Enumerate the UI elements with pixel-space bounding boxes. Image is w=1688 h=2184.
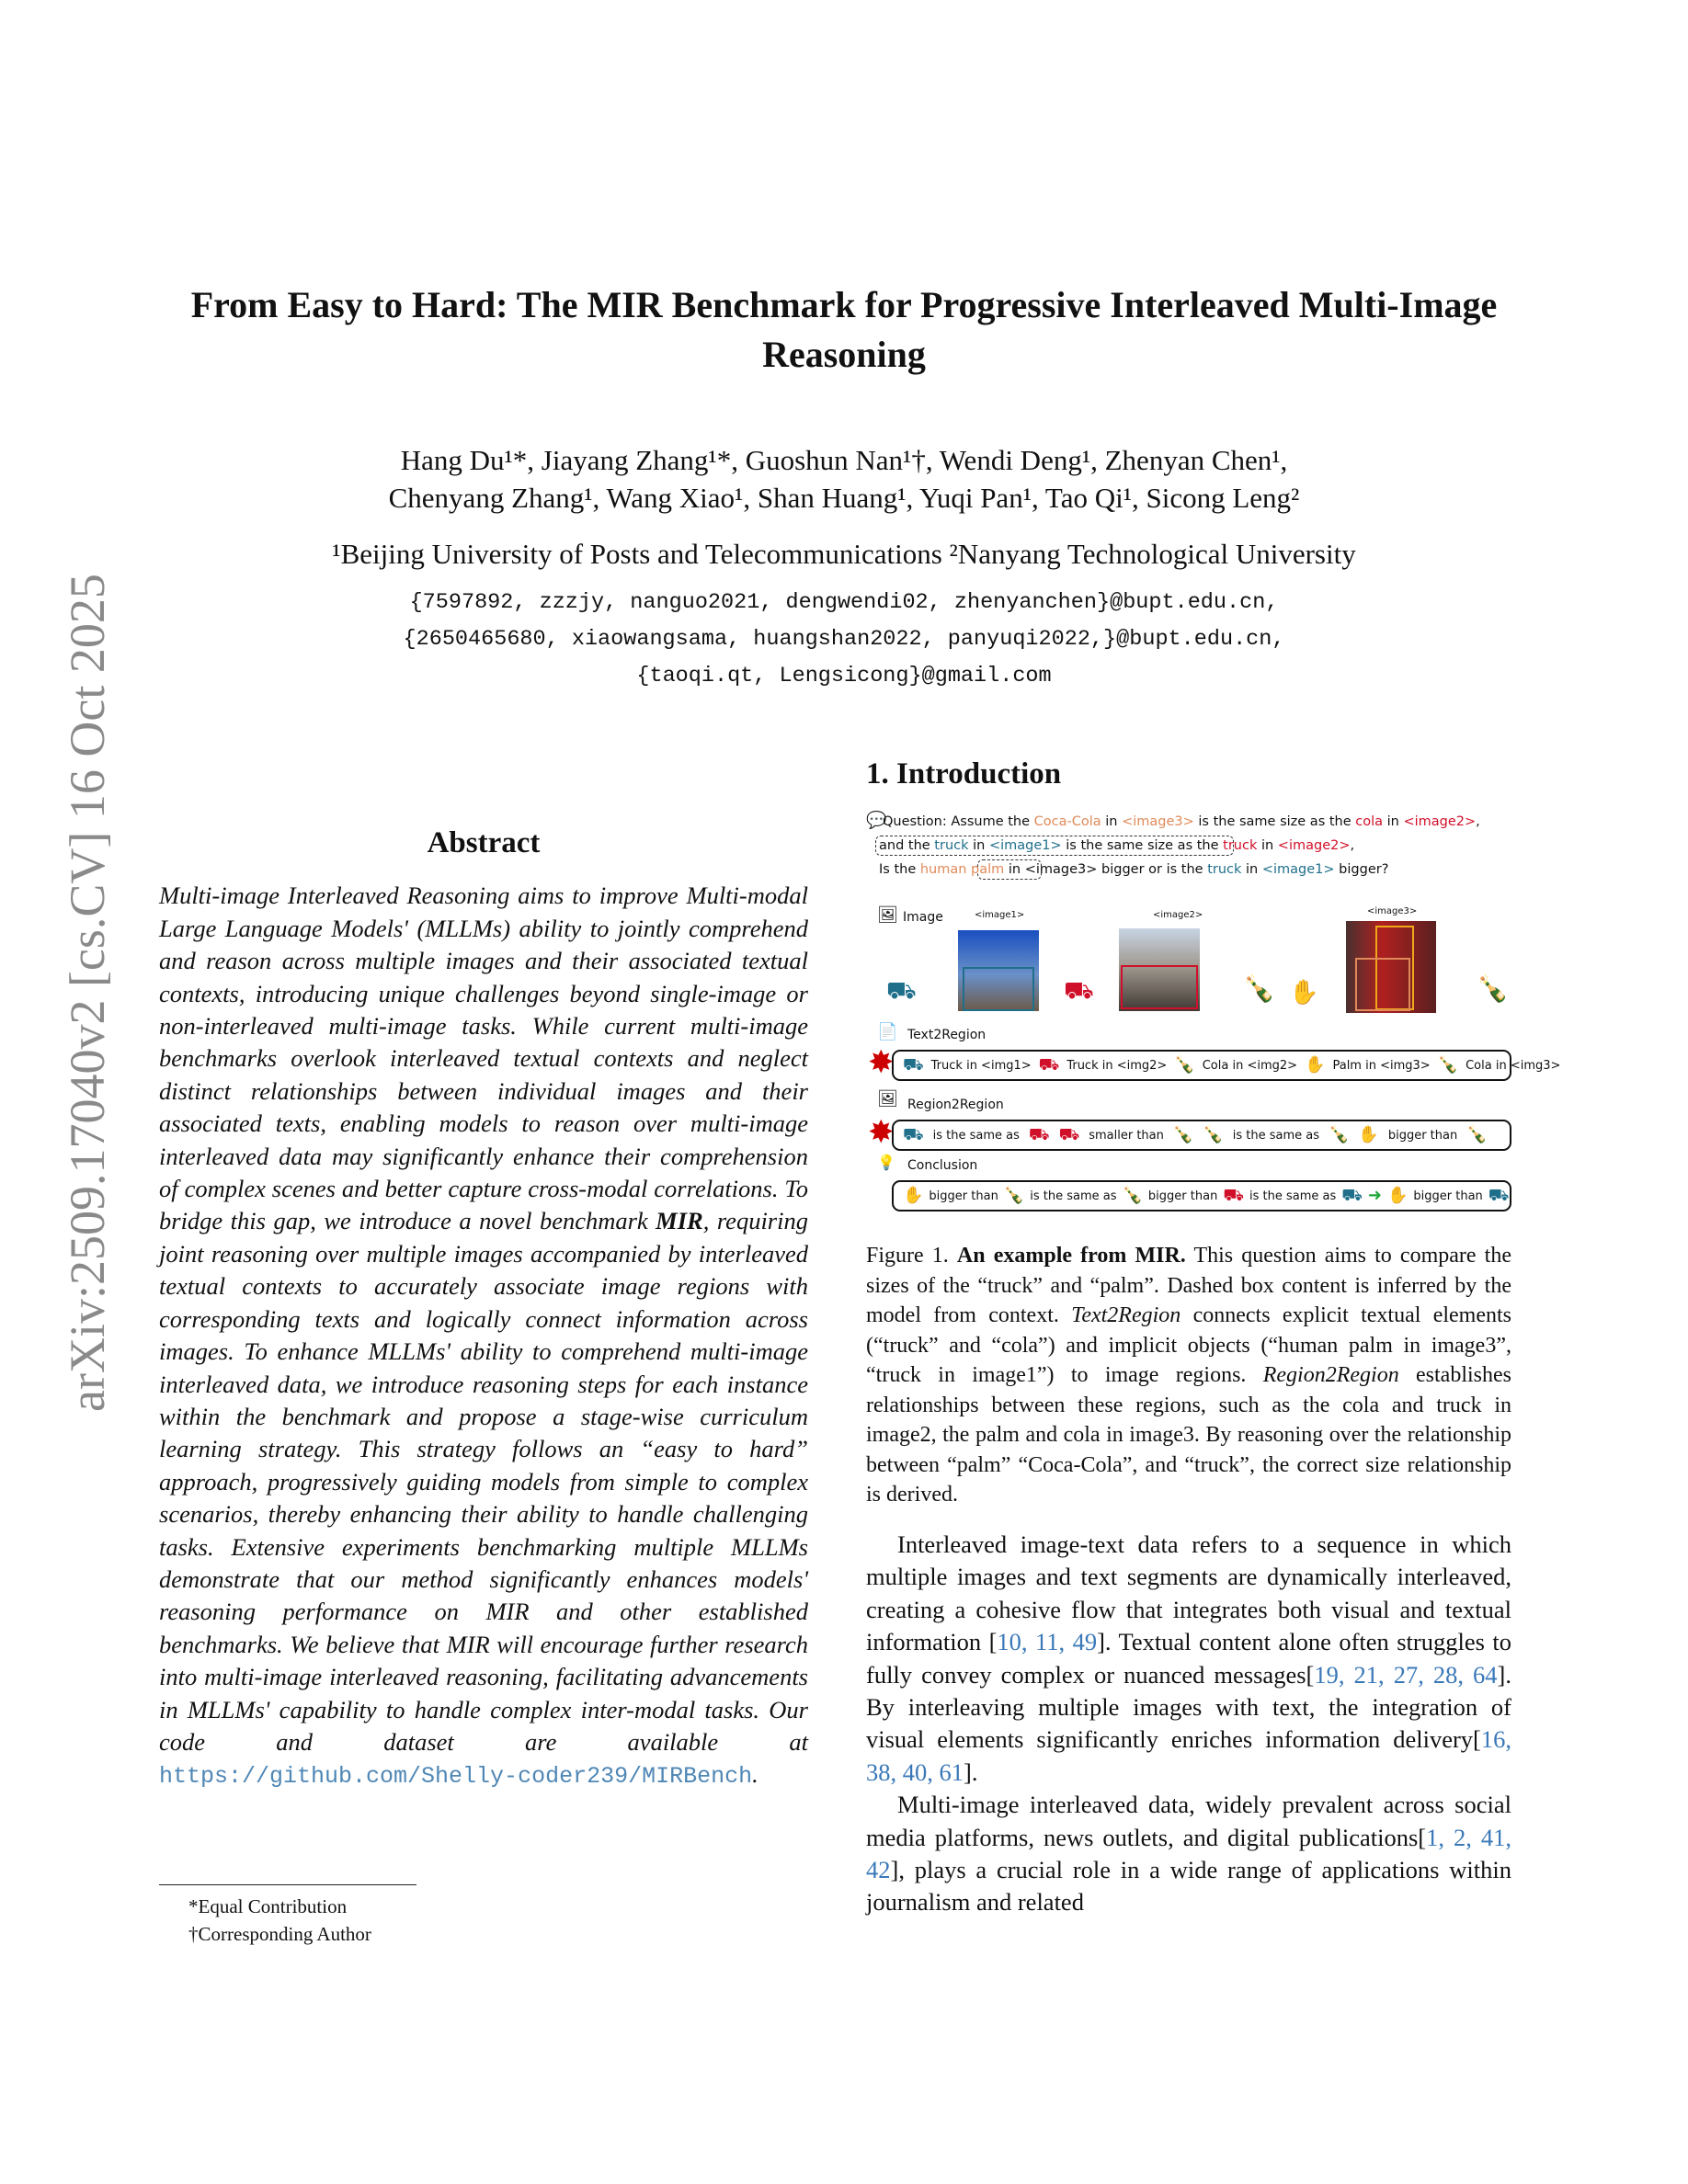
region2region-label: Region2Region (907, 1098, 1004, 1113)
intro-heading: 1. Introduction (866, 757, 1062, 791)
relation: bigger than (1413, 1189, 1483, 1203)
arrow-right-icon: ➜ (1367, 1186, 1382, 1206)
relation: is the same as (1249, 1189, 1337, 1203)
citation-link[interactable]: 1, 2, 41, 42 (866, 1823, 1511, 1883)
lightbulb-icon: 💡 (877, 1154, 895, 1172)
authors (184, 441, 1504, 517)
abstract-part: , requiring joint reasoning over multiple images accompanied by interleaved textual contexts to accurately associate image regions with corresponding texts and logically connect information across images. To enhance MLLMs' ability to comprehend multi-image interleaved data, we introduce reasoning steps for each instance within the benchmark and propose a stage-wise curriculum learning strategy. This strategy follows an “easy to hard” approach, progressively guiding models from simple to complex scenarios, thereby enhancing their ability to handle challenging tasks. Extensive experiments benchmarking multiple MLLMs demonstrate that our method significantly enhances models' reasoning performance on MIR and other established benchmarks. We believe that MIR will encourage further research into multi-image interleaved reasoning, facilitating advancements in MLLMs' capability to handle complex inter-modal tasks. Our code and dataset are available at (159, 1207, 808, 1756)
q: <image1> (1261, 862, 1335, 878)
bottle-icon: 🍾 (1329, 1125, 1350, 1145)
bottle-icon: 🍾 (1172, 1125, 1194, 1145)
q: in <image3> (1004, 862, 1098, 878)
email-line: {7597892, zzzjy, nanguo2021, dengwendi02, zhenyanchen}@bupt.edu.cn, (409, 590, 1279, 615)
region-item: Palm in <img3> (1332, 1058, 1431, 1073)
image-tag: <image2> (1153, 910, 1203, 921)
citation-link[interactable]: 10, 11, 49 (997, 1628, 1098, 1656)
region-item: Truck in <img1> (930, 1058, 1032, 1073)
abstract-text (159, 880, 808, 1792)
email-line: {2650465680, xiaowangsama, huangshan2022, panyuqi2022,}@bupt.edu.cn, (403, 627, 1285, 652)
figure-1 (866, 811, 1561, 1224)
q: <image2> (1403, 814, 1477, 830)
caption-number: Figure 1. (866, 1244, 949, 1268)
region-item: Cola in <img2> (1202, 1058, 1298, 1073)
left-column (159, 827, 808, 1793)
relation: bigger than (929, 1189, 998, 1203)
image-label: Image (903, 910, 943, 926)
region-item: Cola in <img3> (1466, 1058, 1561, 1073)
truck-photo (958, 930, 1039, 1011)
text: ]. Textual content alone often struggles to fully convey complex or nuanced messages[ (866, 1628, 1511, 1689)
image-tag: <image3> (1367, 906, 1418, 917)
caption-part: connects explicit textual elements (“truck” and “cola”) and implicit objects (“human palm in image3”, “truck in image1”) to image regions. (866, 1303, 1512, 1388)
q: in (1257, 838, 1278, 854)
abstract-heading: Abstract (427, 826, 541, 859)
paragraph (866, 1789, 1511, 1919)
paper-title: From Easy to Hard: The MIR Benchmark for Progressive Interleaved Multi-Image Reasoning (190, 284, 1498, 375)
conclusion-box (892, 1180, 1511, 1211)
bottle-icon: 🍾 (1203, 1125, 1224, 1145)
truck-icon: ⛟ (1028, 1125, 1050, 1145)
affiliations: ¹Beijing University of Posts and Telecommunications ²Nanyang Technological University (332, 538, 1356, 570)
abstract-bold: MIR (656, 1207, 703, 1235)
citation-link[interactable]: 19, 21, 27, 28, 64 (1314, 1660, 1498, 1689)
q: bigger? (1334, 862, 1389, 878)
relation: is the same as (1232, 1128, 1319, 1143)
bottle-icon: 🍾 (1174, 1055, 1195, 1075)
relation: bigger than (1387, 1128, 1458, 1143)
bottle-icon: 🍾 (1466, 1125, 1488, 1145)
authors-line: Hang Du¹*, Jiayang Zhang¹*, Guoshun Nan¹†, Wendi Deng¹, Zhenyan Chen¹, (400, 444, 1288, 476)
footnotes (159, 1884, 808, 1948)
question-label: Question: (883, 814, 947, 830)
relation: is the same as (1030, 1189, 1117, 1203)
arxiv-stamp: arXiv:2509.17040v2 [cs.CV] 16 Oct 2025 (60, 574, 115, 1412)
region-item: Truck in <img2> (1066, 1058, 1168, 1073)
question-icon: 💬 (866, 811, 887, 831)
caption-italic: Region2Region (1262, 1363, 1399, 1388)
paragraph (866, 1529, 1511, 1789)
text: Interleaved image-text data refers to a sequence in which multiple images and text segments are dynamically interleaved, creating a cohesive flow that integrates both visual and textual information [ (866, 1530, 1511, 1656)
truck-cola-photo (1119, 928, 1200, 1011)
text2region-box (892, 1050, 1561, 1081)
palm-icon: ✋ (903, 1186, 924, 1206)
footnote: †Corresponding Author (188, 1923, 371, 1945)
truck-icon: ⛟ (903, 1055, 924, 1075)
truck-icon: ⛟ (886, 977, 917, 1006)
truck-icon: ⛟ (1341, 1186, 1363, 1206)
q: truck (1223, 838, 1258, 854)
q: <image2> (1277, 838, 1351, 854)
palm-icon: ✋ (1305, 1055, 1326, 1075)
q: truck (1207, 862, 1242, 878)
q: Is the (879, 862, 920, 878)
bottle-icon: 🍾 (1243, 973, 1275, 1005)
relation: bigger than (1147, 1189, 1218, 1203)
email-line: {taoqi.qt, Lengsicong}@gmail.com (636, 664, 1052, 688)
text2region-icon: 📄 (877, 1022, 898, 1042)
text: ], plays a crucial role in a wide range of applications within journalism and related (866, 1855, 1511, 1917)
palm-icon: ✋ (1386, 1186, 1409, 1206)
q: <image1> (988, 838, 1062, 854)
image-icon: 🖼 (877, 905, 898, 926)
bottle-icon: 🍾 (1437, 1055, 1459, 1075)
truck-icon: ⛟ (1064, 977, 1094, 1006)
truck-icon: ⛟ (1223, 1186, 1244, 1206)
palm-icon: ✋ (1358, 1125, 1379, 1145)
palm-icon: ✋ (1289, 979, 1319, 1007)
truck-icon: ⛟ (903, 1125, 924, 1145)
question-line-1 (883, 814, 1480, 830)
q: Assume the (951, 814, 1034, 830)
q: , (1476, 814, 1480, 830)
q: bigger or is the (1097, 862, 1208, 878)
bottle-icon: 🍾 (1122, 1186, 1143, 1206)
conclusion-label: Conclusion (907, 1158, 978, 1174)
github-link[interactable]: https://github.com/Shelly-coder239/MIRBench (159, 1763, 753, 1791)
star-icon: ✸ (868, 1044, 895, 1082)
abstract-part: . (752, 1760, 758, 1789)
bottle-icon: 🍾 (1477, 973, 1509, 1005)
q: is the same size as the (1061, 838, 1224, 854)
truck-icon: ⛟ (1488, 1186, 1510, 1206)
relation: is the same as (932, 1128, 1020, 1143)
abstract-part: Multi-image Interleaved Reasoning aims to improve Multi-modal Large Language Models' (MLLMs) ability to jointly comprehend and reason across multiple images and their associated textual contexts, introducing unique challenges beyond single-image or non-interleaved multi-image tasks. While current multi-image benchmarks overlook interleaved textual contexts and neglect distinct relationships between individual images and their associated texts, enabling models to reason over multi-image interleaved data may significantly enhance their comprehension of complex scenes and better capture cross-modal correlations. To bridge this gap, we introduce a novel benchmark (159, 882, 808, 1235)
region2region-icon: 🖼 (877, 1089, 898, 1109)
q: human palm (919, 862, 1005, 878)
figure-caption (866, 1241, 1511, 1510)
text2region-label: Text2Region (907, 1028, 987, 1043)
q: cola (1355, 814, 1384, 830)
star-icon: ✸ (868, 1114, 895, 1152)
q: and the (879, 838, 935, 854)
citation-link[interactable]: 16, 38, 40, 61 (866, 1725, 1511, 1786)
caption-part: establishes relationships between these regions, such as the cola and truck in image2, the palm and cola in image3. By reasoning over the relationship between “palm” “Coca-Cola”, and “truck”, the correct size relationship is derived. (866, 1363, 1511, 1507)
text: ]. (964, 1757, 978, 1786)
q: in (1383, 814, 1404, 830)
bottle-icon: 🍾 (1003, 1186, 1025, 1206)
question-line-3 (879, 862, 1388, 878)
caption-italic: Text2Region (1071, 1303, 1181, 1328)
q: , (1350, 838, 1355, 854)
q: is the same size as the (1193, 814, 1356, 830)
q: in (968, 838, 989, 854)
footnote-rule (159, 1884, 416, 1885)
q: in (1101, 814, 1123, 830)
authors-line: Chenyang Zhang¹, Wang Xiao¹, Shan Huang¹, Yuqi Pan¹, Tao Qi¹, Sicong Leng² (388, 482, 1300, 514)
region2region-box (892, 1120, 1511, 1151)
emails (184, 585, 1504, 695)
footnote: *Equal Contribution (188, 1895, 348, 1917)
q: in (1241, 862, 1262, 878)
q: <image3> (1122, 814, 1194, 830)
q: Coca-Cola (1033, 814, 1101, 830)
text: Multi-image interleaved data, widely prevalent across social media platforms, news outlets, and digital publications[ (866, 1791, 1511, 1851)
question-line-2 (879, 838, 1354, 854)
image-tag: <image1> (975, 910, 1025, 921)
truck-icon: ⛟ (1038, 1055, 1060, 1075)
text: ]. By interleaving multiple images with text, the integration of visual elements significantly enriches information delivery[ (866, 1660, 1511, 1754)
caption-part: This question aims to compare the sizes of the “truck” and “palm”. Dashed box content is inferred by the model from context. (866, 1244, 1511, 1328)
relation: smaller than (1089, 1128, 1164, 1143)
truck-icon: ⛟ (1058, 1125, 1080, 1145)
intro-body (866, 1529, 1511, 1919)
cola-photo (1346, 921, 1436, 1013)
right-column (866, 757, 1561, 1919)
q: truck (934, 838, 969, 854)
caption-bold: An example from MIR. (956, 1244, 1186, 1268)
